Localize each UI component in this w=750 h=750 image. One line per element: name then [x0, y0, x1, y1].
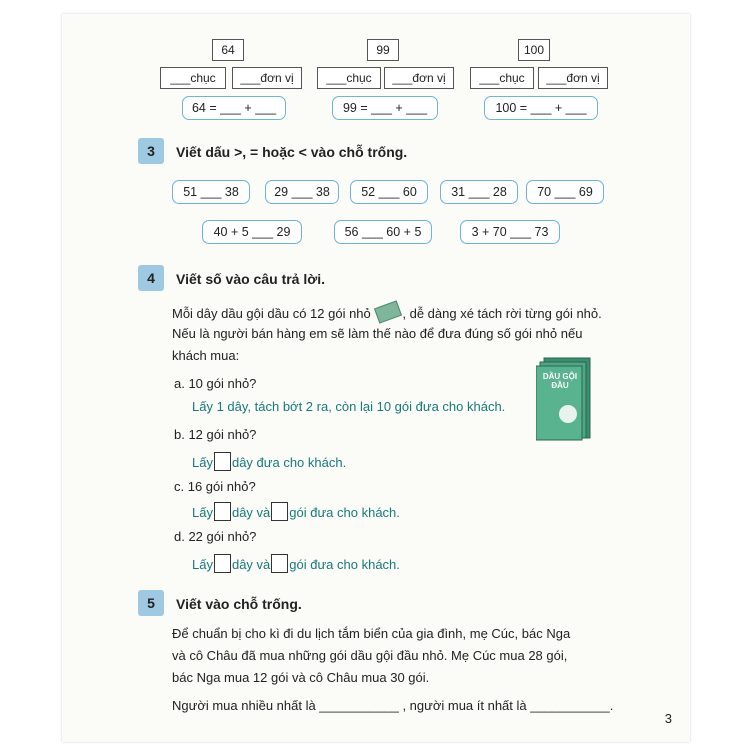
part-a-answer: Lấy 1 dây, tách bớt 2 ra, còn lại 10 gói đưa cho khách.: [192, 399, 506, 414]
question-number: 5: [138, 590, 164, 616]
compare-box[interactable]: 51 ___ 38: [172, 180, 250, 204]
part-c-answer: [192, 502, 400, 521]
page-number: 3: [664, 711, 672, 726]
part-b-question: b. 12 gói nhỏ?: [174, 427, 257, 442]
answer-text: Lấy: [192, 455, 213, 470]
answer-square[interactable]: [214, 502, 231, 521]
answer-square[interactable]: [214, 452, 231, 471]
compare-box[interactable]: 3 + 70 ___ 73: [460, 220, 560, 244]
intro-text: , dễ dàng xé tách rời từng gói nhỏ.: [402, 306, 602, 321]
answer-text: dây và: [231, 505, 271, 520]
part-d-question: d. 22 gói nhỏ?: [174, 529, 257, 544]
question-title: Viết dấu >, = hoặc < vào chỗ trống.: [176, 144, 408, 160]
workbook-page: [62, 14, 690, 742]
question-number: 3: [138, 138, 164, 164]
intro-line-1: [172, 304, 602, 321]
units-box[interactable]: ___đơn vị: [538, 67, 608, 89]
part-b-answer: [192, 452, 346, 471]
part-d-answer: [192, 554, 400, 573]
intro-line-3: khách mua:: [172, 348, 240, 363]
answer-square[interactable]: [271, 502, 288, 521]
part-a-question: a. 10 gói nhỏ?: [174, 376, 257, 391]
number-box: 100: [518, 39, 550, 61]
intro-line-2: Nếu là người bán hàng em sẽ làm thế nào để đưa đúng số gói nhỏ nếu: [172, 326, 583, 341]
question-number: 4: [138, 265, 164, 291]
answer-text: Lấy: [192, 557, 213, 572]
fill-blank-line[interactable]: Người mua nhiều nhất là ___________ , người mua ít nhất là ___________.: [172, 698, 614, 713]
question-title: Viết số vào câu trả lời.: [176, 271, 325, 287]
answer-square[interactable]: [214, 554, 231, 573]
answer-text: Lấy: [192, 505, 213, 520]
units-box[interactable]: ___đơn vị: [232, 67, 302, 89]
compare-box[interactable]: 29 ___ 38: [265, 180, 339, 204]
equation-box[interactable]: 100 = ___ + ___: [484, 96, 598, 120]
answer-text: dây và: [231, 557, 271, 572]
tens-box[interactable]: ___chục: [160, 67, 226, 89]
units-box[interactable]: ___đơn vị: [384, 67, 454, 89]
compare-box[interactable]: 56 ___ 60 + 5: [334, 220, 432, 244]
compare-box[interactable]: 31 ___ 28: [440, 180, 518, 204]
story-line-3: bác Nga mua 12 gói và cô Châu mua 30 gói.: [172, 670, 430, 685]
equation-box[interactable]: 99 = ___ + ___: [332, 96, 438, 120]
intro-text: Mỗi dây dầu gội dầu có 12 gói nhỏ: [172, 306, 371, 321]
compare-box[interactable]: 40 + 5 ___ 29: [202, 220, 302, 244]
answer-text: dây đưa cho khách.: [231, 455, 347, 470]
compare-box[interactable]: 70 ___ 69: [526, 180, 604, 204]
answer-square[interactable]: [271, 554, 288, 573]
story-line-1: Để chuẩn bị cho kì đi du lịch tắm biển của gia đình, mẹ Cúc, bác Nga: [172, 626, 571, 641]
equation-box[interactable]: 64 = ___ + ___: [182, 96, 286, 120]
question-title: Viết vào chỗ trống.: [176, 596, 302, 612]
tens-box[interactable]: ___chục: [470, 67, 534, 89]
part-c-question: c. 16 gói nhỏ?: [174, 479, 256, 494]
shampoo-pack-illustration: [536, 354, 594, 442]
pack-label: DẦU GỘI ĐẦU: [542, 372, 578, 390]
number-box: 64: [212, 39, 244, 61]
answer-text: gói đưa cho khách.: [289, 505, 400, 520]
compare-box[interactable]: 52 ___ 60: [350, 180, 428, 204]
shampoo-sachet-icon: [374, 300, 402, 323]
number-box: 99: [367, 39, 399, 61]
tens-box[interactable]: ___chục: [317, 67, 381, 89]
story-line-2: và cô Châu đã mua những gói dầu gội đầu nhỏ. Mẹ Cúc mua 28 gói,: [172, 648, 568, 663]
answer-text: gói đưa cho khách.: [289, 557, 400, 572]
